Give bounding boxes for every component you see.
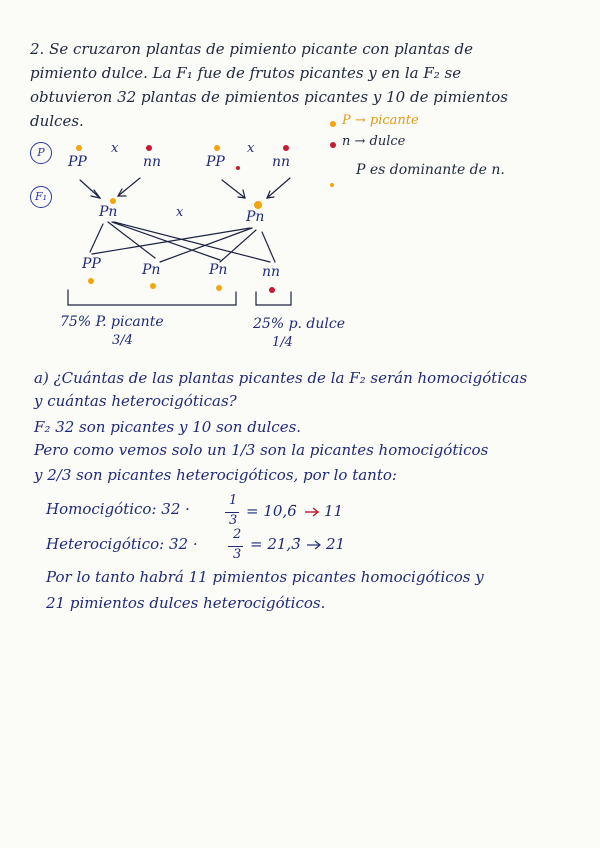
f2-genotype-4: nn [262,264,281,280]
homo-numerator: 1 [229,493,238,508]
ratio-dulce-frac: 1/4 [272,335,293,350]
cross-symbol-2: x [247,141,255,156]
f2-genotype-2: Pn [142,262,161,278]
ratio-picante-pct: 75% P. picante [60,314,164,330]
homo-result: = 10,6̄ [246,502,297,520]
cross-symbol-1: x [111,141,119,156]
hetero-label: Heterocigótico: 32 · [46,535,198,553]
homo-denominator: 3 [229,513,238,528]
conclusion-line-1: Por lo tanto habrá 11 pimientos picantes homocigóticos y [46,568,484,586]
legend-p: P → picante [342,113,419,128]
question-line-1: a) ¿Cuántas de las plantas picantes de la F₂ serán homocigóticas [34,369,528,387]
generation-f1-marker: F₁ [30,186,52,208]
hetero-rounded: 21 [326,535,346,553]
parent-2: nn [143,154,162,170]
ratio-picante-frac: 3/4 [112,333,133,348]
hetero-numerator: 2 [233,527,242,542]
homo-label: Homocigótico: 32 · [46,500,190,518]
f1-right: Pn [246,209,265,225]
f2-genotype-3: Pn [209,262,228,278]
parent-4: nn [272,154,291,170]
ratio-dulce-pct: 25% p. dulce [253,316,346,332]
problem-line-1: 2. Se cruzaron plantas de pimiento picante con plantas de [30,40,474,58]
f1-left: Pn [99,204,118,220]
problem-line-3: obtuvieron 32 plantas de pimientos picantes y 10 de pimientos [30,88,508,106]
reasoning-line-1: Pero como vemos solo un 1/3 son la picantes homocigóticos [34,441,489,459]
reasoning-line-2: y 2/3 son picantes heterocigóticos, por lo tanto: [34,466,397,484]
problem-line-4: dulces. [30,112,84,130]
homo-rounded: 11 [324,502,344,520]
dominance-note: P es dominante de n. [356,162,505,178]
legend-n: n → dulce [342,134,406,149]
hetero-denominator: 3 [233,547,242,562]
parent-3: PP [206,154,225,170]
generation-p-marker: P [30,142,52,164]
f2-genotype-1: PP [82,256,101,272]
question-line-2: y cuántas heterocigóticas? [34,392,237,410]
parent-1: PP [68,154,87,170]
f2-statement: F₂ 32 son picantes y 10 son dulces. [34,418,302,436]
conclusion-line-2: 21 pimientos dulces heterocigóticos. [46,594,326,612]
problem-line-2: pimiento dulce. La F₁ fue de frutos picantes y en la F₂ se [30,64,462,82]
hetero-result: = 21,3̄ [250,535,301,553]
cross-symbol-3: x [176,205,184,220]
